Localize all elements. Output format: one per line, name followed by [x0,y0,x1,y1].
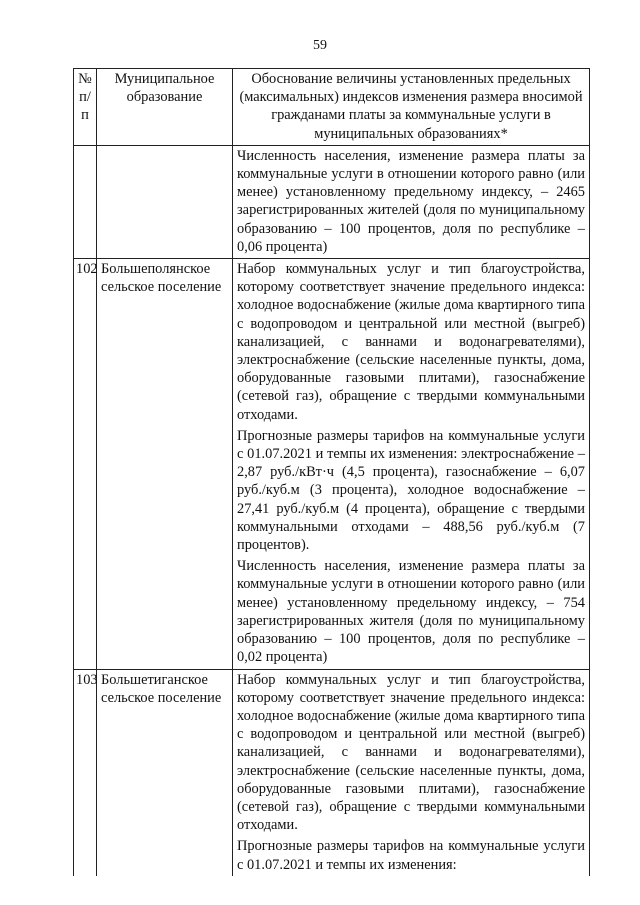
row-justification [233,145,590,258]
page-number: 59 [313,38,327,53]
row-municipality: Большеполянское сельское поселение [97,259,233,669]
table-row [74,145,590,258]
row-number [74,145,97,258]
justification-paragraph: Численность населения, изменение размера платы за коммунальные услуги в отношении которого равно (или менее) установленному предельному индексу, – 754 зарегистрированных жителя (доля по муниципальному образованию – 100 процентов, доля по республике – 0,02 процента) [237,558,585,666]
table-row [74,259,590,669]
justification-paragraph: Численность населения, изменение размера платы за коммунальные услуги в отношении которого равно (или менее) установленному предельному индексу, – 2465 зарегистрированных жителей (доля по муниципальному образованию – 100 процентов, доля по республике – 0,06 процента) [237,147,585,255]
row-number: 103 [74,669,97,876]
header-municipality: Муниципальное образование [97,69,233,146]
table-header-row [74,69,590,146]
justification-paragraph: Набор коммунальных услуг и тип благоустройства, которому соответствует значение предельного индекса: холодное водоснабжение (жилые дома квартирного типа с водопроводом и центральной или местной (выгреб) канализацией, с ваннами и водонагревателями), электроснабжение (сельские населенные пункты, дома, оборудованные газовыми плитами), газоснабжение (сетевой газ), обращение с твердыми коммунальными отходами. [237,671,585,834]
header-justification: Обоснование величины установленных предельных (максимальных) индексов изменения размера вносимой гражданами платы за коммунальные услуги в муниципальных образованиях* [233,69,590,146]
justification-paragraph: Прогнозные размеры тарифов на коммунальные услуги с 01.07.2021 и темпы их изменения: [237,838,585,873]
row-municipality: Большетиганское сельское поселение [97,669,233,876]
header-number: № п/п [74,69,97,146]
row-municipality [97,145,233,258]
justification-paragraph: Прогнозные размеры тарифов на коммунальные услуги с 01.07.2021 и темпы их изменения: электроснабжение – 2,87 руб./кВт·ч (4,5 процента), газоснабжение – 6,07 руб./куб.м (3 процента), холодное водоснабжение – 27,41 руб./куб.м (4 процента), обращение с твердыми коммунальными отходами – 488,56 руб./куб.м (7 процентов). [237,427,585,554]
tariff-justification-table [73,68,590,876]
justification-paragraph: Набор коммунальных услуг и тип благоустройства, которому соответствует значение предельного индекса: холодное водоснабжение (жилые дома квартирного типа с водопроводом и центральной или местной (выгреб) канализацией, с ваннами и водонагревателями), электроснабжение (сельские населенные пункты, дома, оборудованные газовыми плитами), газоснабжение (сетевой газ), обращение с твердыми коммунальными отходами. [237,261,585,423]
row-number: 102 [74,259,97,669]
row-justification [233,259,590,669]
table-row [74,669,590,876]
row-justification [233,669,590,876]
